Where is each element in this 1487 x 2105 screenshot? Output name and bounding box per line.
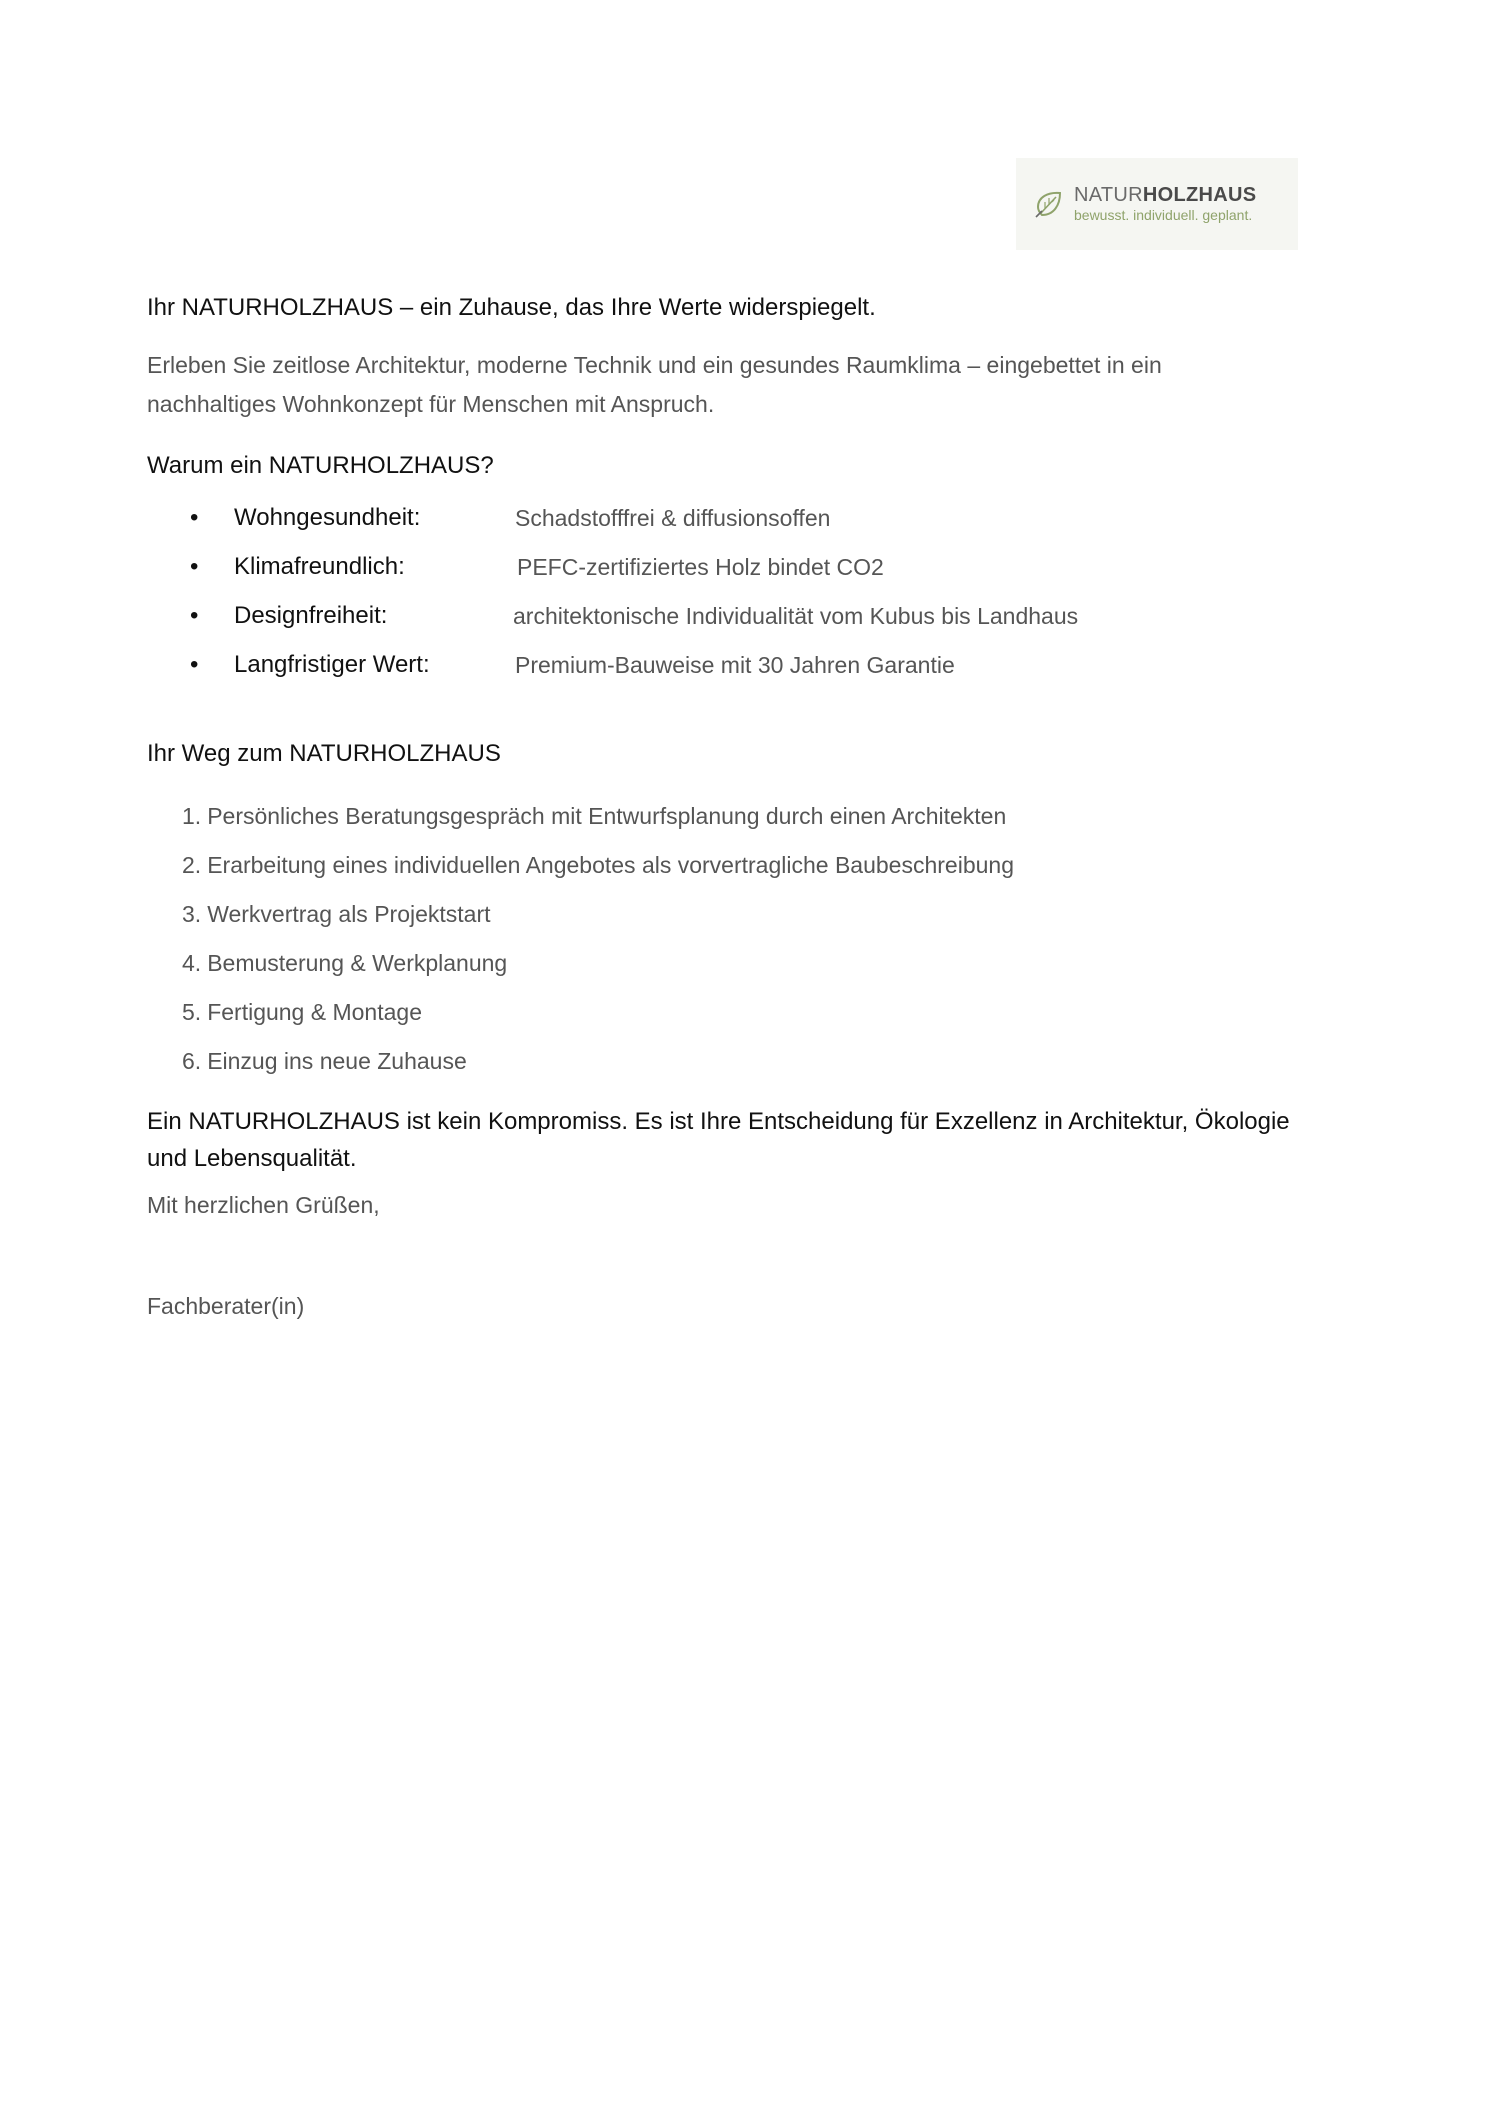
bullet-icon: • <box>190 602 199 629</box>
benefit-value: Schadstofffrei & diffusionsoffen <box>515 505 831 531</box>
step-text: Erarbeitung eines individuellen Angebotes als vorvertragliche Baubeschreibung <box>207 852 1014 878</box>
step-item <box>182 943 1014 992</box>
bullet-icon: • <box>190 504 199 531</box>
steps-list <box>182 796 1014 1090</box>
step-number: 1. <box>182 803 202 829</box>
step-text: Werkvertrag als Projektstart <box>207 901 491 927</box>
benefit-value: PEFC-zertifiziertes Holz bindet CO2 <box>517 554 884 580</box>
logo-brand-bold: HOLZHAUS <box>1142 184 1257 207</box>
step-text: Persönliches Beratungsgespräch mit Entwurfsplanung durch einen Architekten <box>207 803 1007 829</box>
step-text: Fertigung & Montage <box>207 999 422 1025</box>
why-section-title: Warum ein NATURHOLZHAUS? <box>147 452 494 479</box>
benefit-value: Premium-Bauweise mit 30 Jahren Garantie <box>515 652 955 678</box>
benefit-label: Wohngesundheit: <box>234 504 421 531</box>
step-text: Einzug ins neue Zuhause <box>207 1048 467 1074</box>
company-logo <box>1016 158 1298 250</box>
logo-text <box>1074 184 1256 223</box>
step-number: 5. <box>182 999 202 1025</box>
logo-tagline: bewusst. individuell. geplant. <box>1074 207 1253 224</box>
benefit-label: Klimafreundlich: <box>234 553 405 580</box>
step-item <box>182 1041 1014 1090</box>
logo-brand-light: NATUR <box>1074 184 1143 207</box>
benefit-value: architektonische Individualität vom Kubus bis Landhaus <box>513 603 1079 629</box>
bullet-icon: • <box>190 553 199 580</box>
step-item <box>182 796 1014 845</box>
signature-line: Fachberater(in) <box>147 1293 305 1319</box>
page-headline: Ihr NATURHOLZHAUS – ein Zuhause, das Ihre Werte widerspiegelt. <box>147 294 876 321</box>
step-number: 6. <box>182 1048 202 1074</box>
step-text: Bemusterung & Werkplanung <box>207 950 508 976</box>
step-item <box>182 894 1014 943</box>
benefit-label: Designfreiheit: <box>234 602 388 629</box>
closing-greeting: Mit herzlichen Grüßen, <box>147 1192 380 1218</box>
step-item <box>182 845 1014 894</box>
step-item <box>182 992 1014 1041</box>
step-number: 3. <box>182 901 202 927</box>
way-section-title: Ihr Weg zum NATURHOLZHAUS <box>147 740 501 767</box>
step-number: 4. <box>182 950 202 976</box>
leaf-icon <box>1032 187 1066 221</box>
conclusion-paragraph: Ein NATURHOLZHAUS ist kein Kompromiss. Es ist Ihre Entscheidung für Exzellenz in Architektur, Ökologie und Lebensqualität. <box>147 1108 1290 1172</box>
bullet-icon: • <box>190 651 199 678</box>
intro-paragraph: Erleben Sie zeitlose Architektur, moderne Technik und ein gesundes Raumklima – eingebettet in ein nachhaltiges Wohnkonzept für Menschen mit Anspruch. <box>147 352 1162 417</box>
step-number: 2. <box>182 852 202 878</box>
benefit-label: Langfristiger Wert: <box>234 651 430 678</box>
logo-brand <box>1074 184 1256 206</box>
